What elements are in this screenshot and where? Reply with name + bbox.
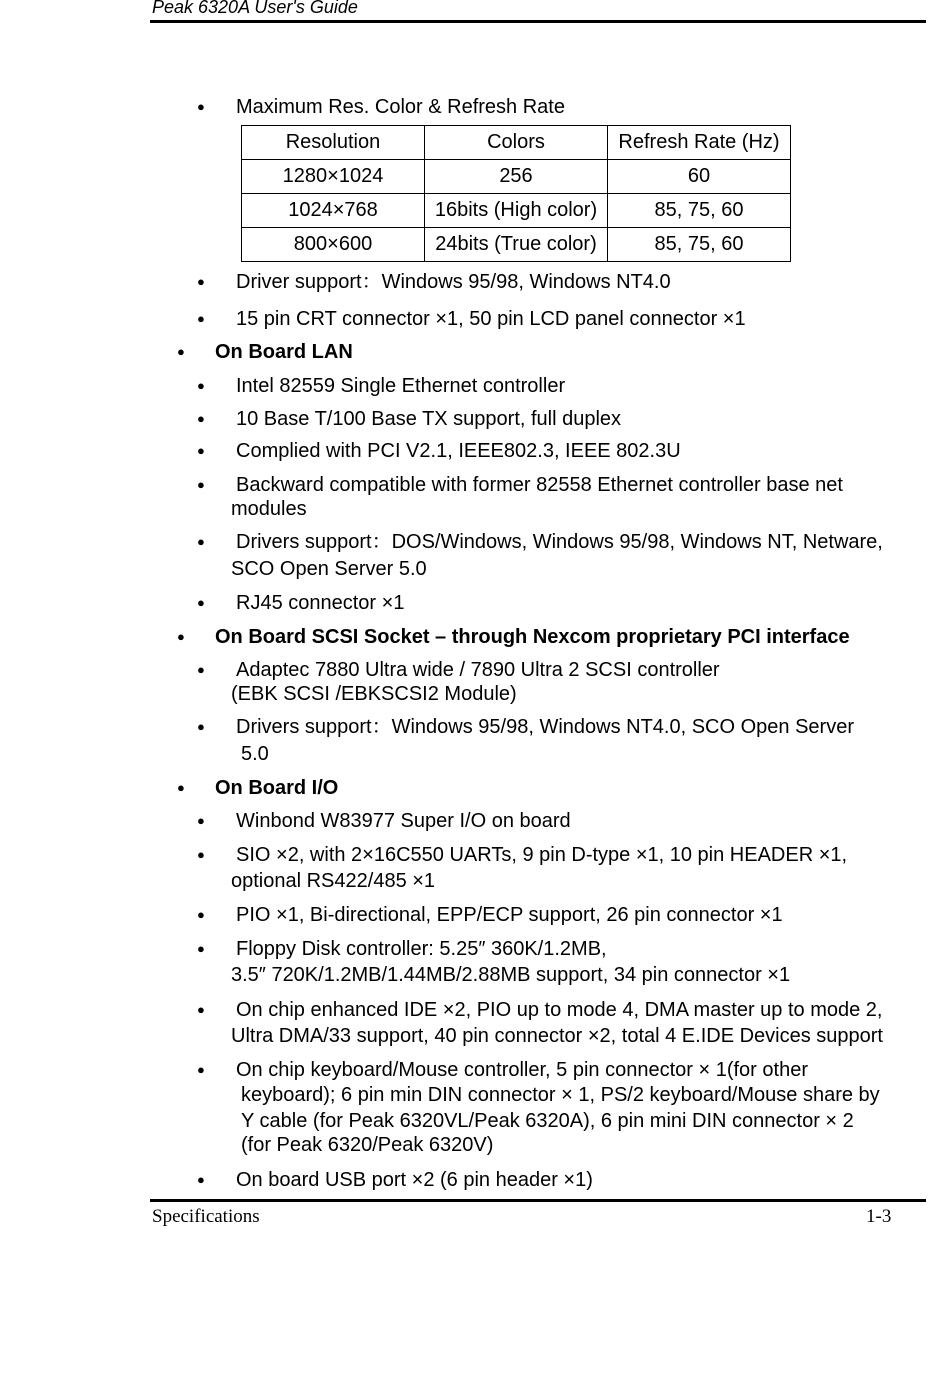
- bullet: ●: [197, 1002, 205, 1017]
- scsi-title: On Board SCSI Socket – through Nexcom proprietary PCI interface: [215, 626, 850, 648]
- bullet: ●: [177, 344, 185, 359]
- display-heading: Maximum Res. Color & Refresh Rate: [236, 96, 565, 118]
- bullet: ●: [197, 719, 205, 734]
- table-cell: 1024×768: [242, 194, 425, 228]
- bullet: ●: [197, 595, 205, 610]
- table-cell: 85, 75, 60: [608, 228, 791, 262]
- list-item: Floppy Disk controller: 5.25″ 360K/1.2MB,: [236, 938, 607, 960]
- lan-title: On Board LAN: [215, 341, 353, 363]
- list-item: Drivers support：DOS/Windows, Windows 95/98, Windows NT, Netware,: [236, 531, 883, 553]
- io-title: On Board I/O: [215, 777, 339, 799]
- bullet: ●: [197, 311, 205, 326]
- list-item: Intel 82559 Single Ethernet controller: [236, 375, 566, 397]
- column-header: Colors: [425, 126, 608, 160]
- bullet: ●: [177, 629, 185, 644]
- list-item-continuation: modules: [231, 498, 307, 520]
- table-cell: 24bits (True color): [425, 228, 608, 262]
- list-item-continuation: 3.5″ 720K/1.2MB/1.44MB/2.88MB support, 34 pin connector ×1: [231, 964, 791, 986]
- list-item: Winbond W83977 Super I/O on board: [236, 810, 571, 832]
- table-header-row: [242, 126, 791, 160]
- list-item: PIO ×1, Bi-directional, EPP/ECP support, 26 pin connector ×1: [236, 904, 783, 926]
- table-cell: 800×600: [242, 228, 425, 262]
- list-item-continuation: (EBK SCSI /EBKSCSI2 Module): [231, 683, 517, 705]
- list-item-continuation: 5.0: [241, 743, 269, 765]
- bullet: ●: [197, 662, 205, 677]
- bullet: ●: [197, 411, 205, 426]
- list-item: On chip keyboard/Mouse controller, 5 pin connector × 1(for other: [236, 1059, 808, 1081]
- table-cell: 256: [425, 160, 608, 194]
- table-cell: 60: [608, 160, 791, 194]
- bullet: ●: [197, 907, 205, 922]
- list-item: Adaptec 7880 Ultra wide / 7890 Ultra 2 SCSI controller: [236, 659, 720, 681]
- list-item: SIO ×2, with 2×16C550 UARTs, 9 pin D-type ×1, 10 pin HEADER ×1,: [236, 844, 848, 866]
- list-item: 10 Base T/100 Base TX support, full duplex: [236, 408, 622, 430]
- bullet: ●: [197, 847, 205, 862]
- connectors-text: 15 pin CRT connector ×1, 50 pin LCD panel connector ×1: [236, 308, 746, 330]
- table-row: [242, 194, 791, 228]
- footer-rule: [150, 1199, 926, 1202]
- list-item: Backward compatible with former 82558 Ethernet controller base net: [236, 474, 843, 496]
- list-item: On chip enhanced IDE ×2, PIO up to mode 4, DMA master up to mode 2,: [236, 999, 883, 1021]
- footer-section: Specifications: [152, 1206, 260, 1227]
- column-header: Refresh Rate (Hz): [608, 126, 791, 160]
- bullet: ●: [197, 477, 205, 492]
- list-item-continuation: (for Peak 6320/Peak 6320V): [241, 1134, 494, 1156]
- page-number: 1-3: [866, 1206, 892, 1227]
- bullet: ●: [197, 941, 205, 956]
- resolution-table: [241, 125, 791, 262]
- bullet: ●: [197, 378, 205, 393]
- list-item: Drivers support：Windows 95/98, Windows NT4.0, SCO Open Server: [236, 716, 854, 738]
- table-row: [242, 160, 791, 194]
- list-item-continuation: keyboard); 6 pin min DIN connector × 1, PS/2 keyboard/Mouse share by: [241, 1084, 880, 1106]
- bullet: ●: [197, 1062, 205, 1077]
- bullet: ●: [197, 1172, 205, 1187]
- table-cell: 16bits (High color): [425, 194, 608, 228]
- header-rule: [150, 20, 926, 23]
- table-row: [242, 228, 791, 262]
- bullet: ●: [197, 534, 205, 549]
- bullet: ●: [197, 99, 205, 114]
- driver-support-text: Driver support：Windows 95/98, Windows NT4.0: [236, 271, 671, 293]
- list-item-continuation: SCO Open Server 5.0: [231, 558, 427, 580]
- bullet: ●: [197, 274, 205, 289]
- table-cell: 85, 75, 60: [608, 194, 791, 228]
- list-item: On board USB port ×2 (6 pin header ×1): [236, 1169, 593, 1191]
- bullet: ●: [197, 813, 205, 828]
- list-item-continuation: optional RS422/485 ×1: [231, 870, 436, 892]
- column-header: Resolution: [242, 126, 425, 160]
- list-item: Complied with PCI V2.1, IEEE802.3, IEEE 802.3U: [236, 440, 681, 462]
- bullet: ●: [197, 443, 205, 458]
- bullet: ●: [177, 780, 185, 795]
- list-item: RJ45 connector ×1: [236, 592, 405, 614]
- running-header: Peak 6320A User's Guide: [152, 0, 358, 17]
- list-item-continuation: Y cable (for Peak 6320VL/Peak 6320A), 6 pin mini DIN connector × 2: [241, 1110, 854, 1132]
- list-item-continuation: Ultra DMA/33 support, 40 pin connector ×2, total 4 E.IDE Devices support: [231, 1025, 883, 1047]
- table-cell: 1280×1024: [242, 160, 425, 194]
